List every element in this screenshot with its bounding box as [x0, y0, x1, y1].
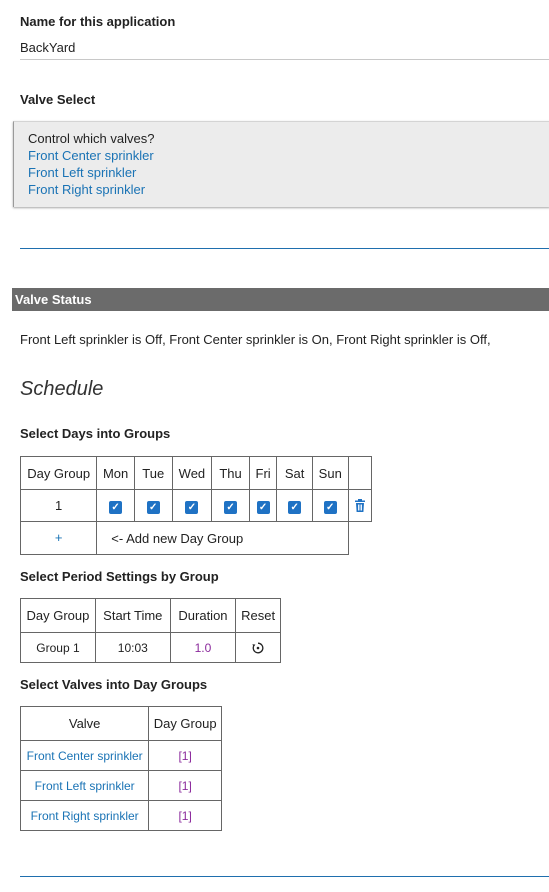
period-start-time[interactable]: 10:03 [95, 633, 170, 663]
col-sat: Sat [277, 457, 313, 490]
checkbox-checked-icon[interactable]: ✓ [324, 501, 337, 514]
valve-status-text: Front Left sprinkler is Off, Front Center sprinkler is On, Front Right sprinkler is Off, [20, 332, 491, 347]
period-row [21, 633, 281, 663]
day-cell-wed[interactable] [172, 490, 212, 522]
col-wed: Wed [172, 457, 212, 490]
checkbox-checked-icon[interactable]: ✓ [224, 501, 237, 514]
valve-link-front-right[interactable]: Front Right sprinkler [21, 801, 149, 831]
col-day-group: Day Group [149, 707, 222, 741]
period-header-row [21, 599, 281, 633]
table-row [21, 741, 222, 771]
valve-select-box[interactable] [13, 121, 549, 207]
valve-link-front-left[interactable]: Front Left sprinkler [21, 771, 149, 801]
valve-option-front-right[interactable]: Front Right sprinkler [28, 182, 146, 197]
checkbox-checked-icon[interactable]: ✓ [288, 501, 301, 514]
period-reset-cell[interactable] [236, 633, 281, 663]
add-day-group-button[interactable]: + [54, 530, 63, 545]
delete-cell[interactable] [348, 490, 371, 522]
section-divider [20, 248, 549, 249]
day-group-number: 1 [21, 490, 97, 522]
checkbox-checked-icon[interactable]: ✓ [147, 501, 160, 514]
day-groups-table [20, 456, 372, 555]
col-fri: Fri [249, 457, 276, 490]
col-sun: Sun [312, 457, 348, 490]
checkbox-checked-icon[interactable]: ✓ [257, 501, 270, 514]
valve-group-front-left[interactable]: [1] [149, 771, 222, 801]
valve-select-label: Valve Select [20, 92, 96, 107]
day-cell-thu[interactable] [212, 490, 250, 522]
day-cell-sun[interactable] [312, 490, 348, 522]
app-name-label: Name for this application [20, 14, 176, 29]
col-actions [348, 457, 371, 490]
valve-status-header: Valve Status [12, 288, 549, 311]
valve-option-front-center[interactable]: Front Center sprinkler [28, 148, 154, 163]
valve-groups-table [20, 706, 222, 831]
day-cell-mon[interactable] [97, 490, 135, 522]
valve-option-front-left[interactable]: Front Left sprinkler [28, 165, 137, 180]
app-name-input[interactable] [20, 36, 549, 60]
col-tue: Tue [134, 457, 172, 490]
valve-groups-header-row [21, 707, 222, 741]
period-duration[interactable]: 1.0 [170, 633, 236, 663]
add-day-group-cell[interactable] [21, 522, 97, 555]
day-cell-fri[interactable] [249, 490, 276, 522]
valve-group-front-center[interactable]: [1] [149, 741, 222, 771]
trash-icon[interactable] [355, 499, 365, 512]
period-settings-table [20, 598, 281, 663]
col-thu: Thu [212, 457, 250, 490]
table-row [21, 801, 222, 831]
period-settings-label: Select Period Settings by Group [20, 569, 219, 584]
valve-link-front-center[interactable]: Front Center sprinkler [21, 741, 149, 771]
col-duration: Duration [170, 599, 236, 633]
col-valve: Valve [21, 707, 149, 741]
valve-select-question: Control which valves? [28, 131, 155, 146]
day-cell-tue[interactable] [134, 490, 172, 522]
col-day-group: Day Group [21, 599, 96, 633]
valve-group-front-right[interactable]: [1] [149, 801, 222, 831]
col-start-time: Start Time [95, 599, 170, 633]
reset-icon[interactable] [252, 642, 264, 654]
col-mon: Mon [97, 457, 135, 490]
table-row [21, 771, 222, 801]
col-reset: Reset [236, 599, 281, 633]
add-day-group-label: <- Add new Day Group [97, 522, 348, 555]
day-groups-header-row [21, 457, 372, 490]
section-divider [20, 876, 549, 877]
days-groups-label: Select Days into Groups [20, 426, 171, 441]
day-cell-sat[interactable] [277, 490, 313, 522]
add-day-group-row [21, 522, 372, 555]
checkbox-checked-icon[interactable]: ✓ [109, 501, 122, 514]
valves-groups-label: Select Valves into Day Groups [20, 677, 208, 692]
col-day-group: Day Group [21, 457, 97, 490]
day-group-row [21, 490, 372, 522]
schedule-title: Schedule [20, 378, 104, 400]
checkbox-checked-icon[interactable]: ✓ [185, 501, 198, 514]
period-group: Group 1 [21, 633, 96, 663]
